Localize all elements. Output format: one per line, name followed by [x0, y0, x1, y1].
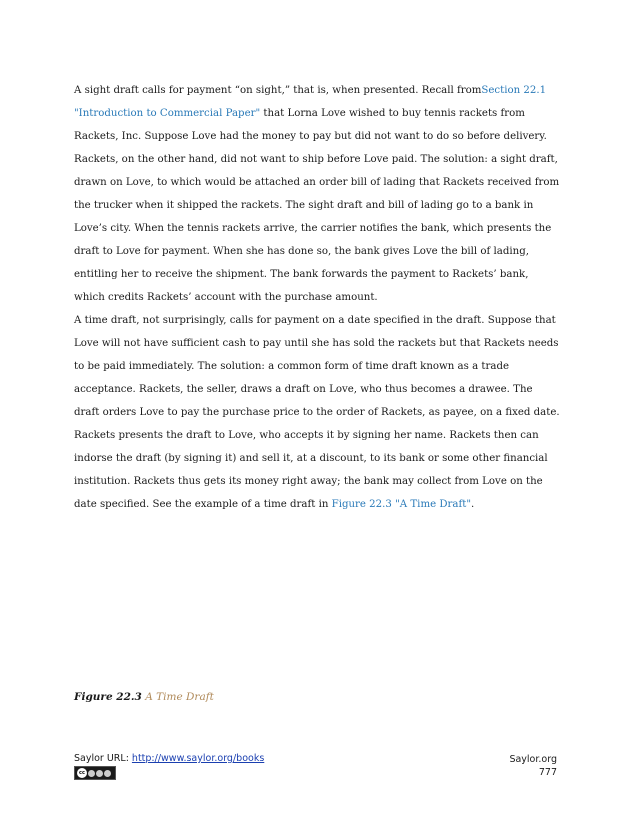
footer-right	[509, 753, 557, 779]
section-22-1-link[interactable]: Section 22.1 "Introduction to Commercial Paper"	[74, 85, 547, 119]
paragraph-text: that Lorna Love wished to buy tennis rackets from Rackets, Inc. Suppose Love had the money to pay but did not want to do so before delivery. Rackets, on the other hand, did not want to ship before Love paid. The solution: a sight draft, drawn on Love, to which would be attached an order bill of lading that Rackets received from the trucker when it shipped the rackets. The sight draft and bill of lading go to a bank in Love’s city. When the tennis rackets arrive, the carrier notifies the bank, which presents the draft to Love for payment. When she has done so, the bank gives Love the bill of lading, entitling her to receive the shipment. The bank forwards the payment to Rackets’ bank, which credits Rackets’ account with the purchase amount.	[74, 108, 560, 303]
figure-title: A Time Draft	[145, 691, 214, 703]
footer-site: Saylor.org	[509, 754, 557, 765]
by-icon	[88, 770, 95, 777]
figure-22-3-link[interactable]: Figure 22.3 "A Time Draft"	[331, 499, 472, 510]
cc-license-icon[interactable]	[74, 766, 116, 780]
figure-number: Figure 22.3	[74, 691, 142, 703]
cc-logo-icon: cc	[77, 768, 87, 778]
nc-icon	[96, 770, 103, 777]
footer-url	[74, 753, 264, 764]
paragraph-time-draft	[74, 309, 560, 516]
paragraph-text: A sight draft calls for payment “on sight,” that is, when presented. Recall from	[74, 85, 482, 96]
page-number: 777	[538, 767, 557, 778]
saylor-books-link[interactable]: http://www.saylor.org/books	[131, 753, 265, 764]
paragraph-sight-draft	[74, 79, 560, 309]
paragraph-text: A time draft, not surprisingly, calls for payment on a date specified in the draft. Suppose that Love will not have sufficient cash to pay until she has sold the rackets but that Rackets needs to be paid immediately. The solution: a common form of time draft known as a trade acceptance. Rackets, the seller, draws a draft on Love, who thus becomes a drawee. The draft orders Love to pay the purchase price to the order of Rackets, as payee, on a fixed date. Rackets presents the draft to Love, who accepts it by signing her name. Rackets then can indorse the draft (by signing it) and sell it, at a discount, to its bank or some other financial institution. Rackets thus gets its money right away; the bank may collect from Love on the date specified. See the example of a time draft in	[74, 315, 560, 510]
sa-icon	[104, 770, 111, 777]
footer-url-label: Saylor URL:	[74, 753, 132, 764]
body-text	[74, 79, 560, 516]
figure-caption	[74, 691, 214, 703]
paragraph-text: .	[471, 499, 475, 510]
